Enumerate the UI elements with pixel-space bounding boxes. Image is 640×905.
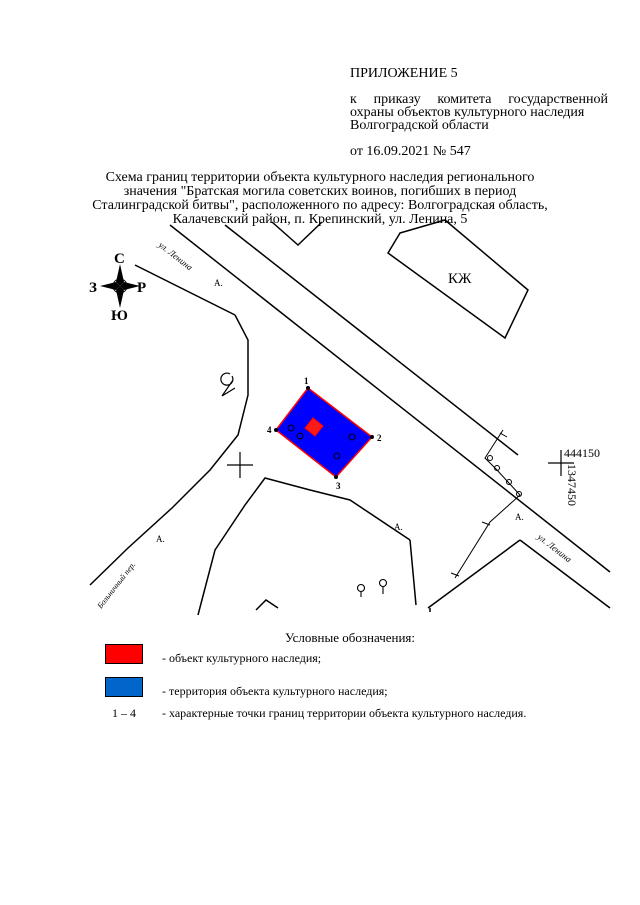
legend-item-points [0,706,640,728]
road-lines [90,222,610,615]
legend-swatch-object [105,644,143,664]
point-1-label: 1 [304,376,309,386]
asphalt-label-4: А. [156,534,165,544]
compass-west: З [89,280,97,296]
asphalt-label-2: А. [394,522,403,532]
compass-north: С [114,251,125,267]
appendix-label: ПРИЛОЖЕНИЕ 5 [350,66,458,81]
street-label-top: ул. Ленина [156,239,195,273]
compass-south: Ю [111,308,128,324]
utility-line [451,430,522,578]
grid-cross-left [227,452,253,478]
legend-text-object: - объект культурного наследия; [162,651,322,665]
compass-icon [100,264,140,308]
title-line-3: Сталинградской битвы", расположенного по адресу: Волгоградская область, [92,198,548,213]
order-line-1: к приказу комитета государственной [350,92,608,107]
street-label-bottom: ул. Ленина [535,531,574,565]
legend-text-points: - характерные точки границ территории объекта культурного наследия. [162,706,527,720]
order-line-3: Волгоградской области [350,118,489,133]
compass-east: Р [137,280,147,296]
legend-item-object [0,644,640,666]
legend-title: Условные обозначения: [284,630,416,645]
title-line-2: значения "Братская могила советских воинов, погибших в период [123,184,517,199]
order-date: от 16.09.2021 № 547 [350,144,471,159]
asphalt-label-1: А. [214,278,223,288]
lane-label: Больничный пер. [95,560,138,611]
title-line-4: Калачевский район, п. Крепинский, ул. Ленина, 5 [172,212,468,227]
compass-rose [89,251,146,324]
legend-item-territory [0,677,640,699]
point-4-label: 4 [267,425,272,435]
point-2-label: 2 [377,433,382,443]
building-label: КЖ [448,271,472,287]
asphalt-label-3: А. [515,512,524,522]
coord-y-label: 1347450 [565,464,579,506]
title-line-1: Схема границ территории объекта культурного наследия регионального [105,170,535,185]
legend-swatch-territory [105,677,143,697]
legend-range: 1 – 4 [112,706,136,720]
coord-x-label: 444150 [564,446,600,460]
point-3-label: 3 [336,481,341,491]
heritage-territory [276,388,372,477]
tree-icon [358,580,387,598]
order-line-2: охраны объектов культурного наследия [350,105,585,120]
direction-arrow [221,373,235,396]
legend-text-territory: - территория объекта культурного наследия; [162,684,388,698]
